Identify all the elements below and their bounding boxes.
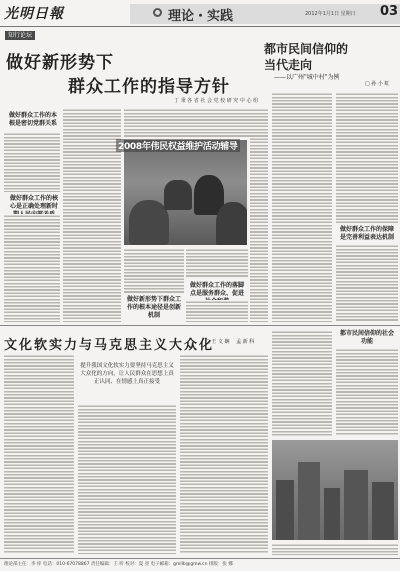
body-text-col5 — [250, 108, 268, 322]
right-text-col4 — [336, 348, 398, 436]
right-subhead-2: 都市民间信仰的社会功能 — [339, 330, 394, 345]
body-text-col3a — [124, 248, 184, 293]
footer-credits: 理论部主任：李 梓 电话：010-67078867 责任编辑：王 昕 校对：夏 亮 电子邮箱：gmllb@gmw.cn 排版：张 娜 — [4, 562, 233, 567]
body-text-col4b — [186, 300, 248, 322]
bottom-text-col1 — [4, 354, 74, 554]
bottom-headline: 文化软实力与马克思主义大众化 — [4, 338, 215, 353]
issue-date: 2012年1月1日 星期日 — [305, 11, 356, 17]
main-headline-line2: 群众工作的指导方针 — [68, 77, 230, 97]
body-text-col1a — [4, 132, 60, 192]
right-subtitle: ——以广州"城中村"为例 — [274, 74, 340, 81]
photo-credit-text — [272, 543, 398, 555]
right-headline-line1: 都市民间信仰的 — [264, 42, 349, 56]
section-circle-icon — [153, 8, 162, 17]
right-text-col2a — [336, 92, 398, 224]
page-number: 03 — [380, 4, 399, 19]
news-photo — [124, 140, 247, 245]
subhead-2: 做好群众工作的核心是正确处理新时 — [9, 195, 58, 210]
intro-text — [124, 108, 259, 138]
footer-rule — [0, 558, 400, 559]
bottom-text-col3 — [180, 354, 268, 554]
right-text-col3 — [272, 330, 332, 436]
main-byline: 丁 秉 各 省 社 会 党 校 研 究 中 心 组 — [174, 98, 259, 104]
photo-caption: 2008年伟民权益维护活动辅导 — [116, 139, 240, 152]
column-tag: 知行论坛 — [5, 31, 35, 40]
right-subhead-1: 做好群众工作的保障是完善利益表达机制 — [339, 226, 394, 241]
bottom-byline: □ 王 文 娴 孟 新 科 — [205, 339, 255, 345]
masthead-logo: 光明日報 — [4, 6, 64, 22]
section-rule — [0, 325, 400, 326]
right-text-col1 — [272, 92, 332, 322]
body-text-col1b — [4, 214, 60, 322]
right-byline: □ 孙 小 虹 — [365, 81, 390, 87]
city-village-photo — [272, 440, 398, 540]
body-text-col2 — [63, 108, 121, 322]
bottom-text-col2 — [78, 404, 176, 554]
main-headline-line1: 做好新形势下 — [6, 53, 114, 73]
header-rule — [0, 26, 400, 27]
right-headline-line2: 当代走向 — [264, 58, 313, 72]
subhead-3: 做好新形势下群众工作的根本途径是创新机制 — [126, 296, 181, 319]
section-title: 理论・实践 — [168, 9, 234, 24]
right-text-col2b — [336, 244, 398, 322]
pull-quote: 提升我国文化软实力要坚持马克思主义大众化的方向，让人民群众在思想上真正认同、在情感上真正接受 — [80, 363, 174, 385]
subhead-1: 做好群众工作的本根是密切党群关系 — [8, 112, 57, 127]
body-text-col4a — [186, 248, 248, 278]
subhead-4: 做好群众工作的落脚点是服务群众、促进 — [189, 282, 244, 297]
